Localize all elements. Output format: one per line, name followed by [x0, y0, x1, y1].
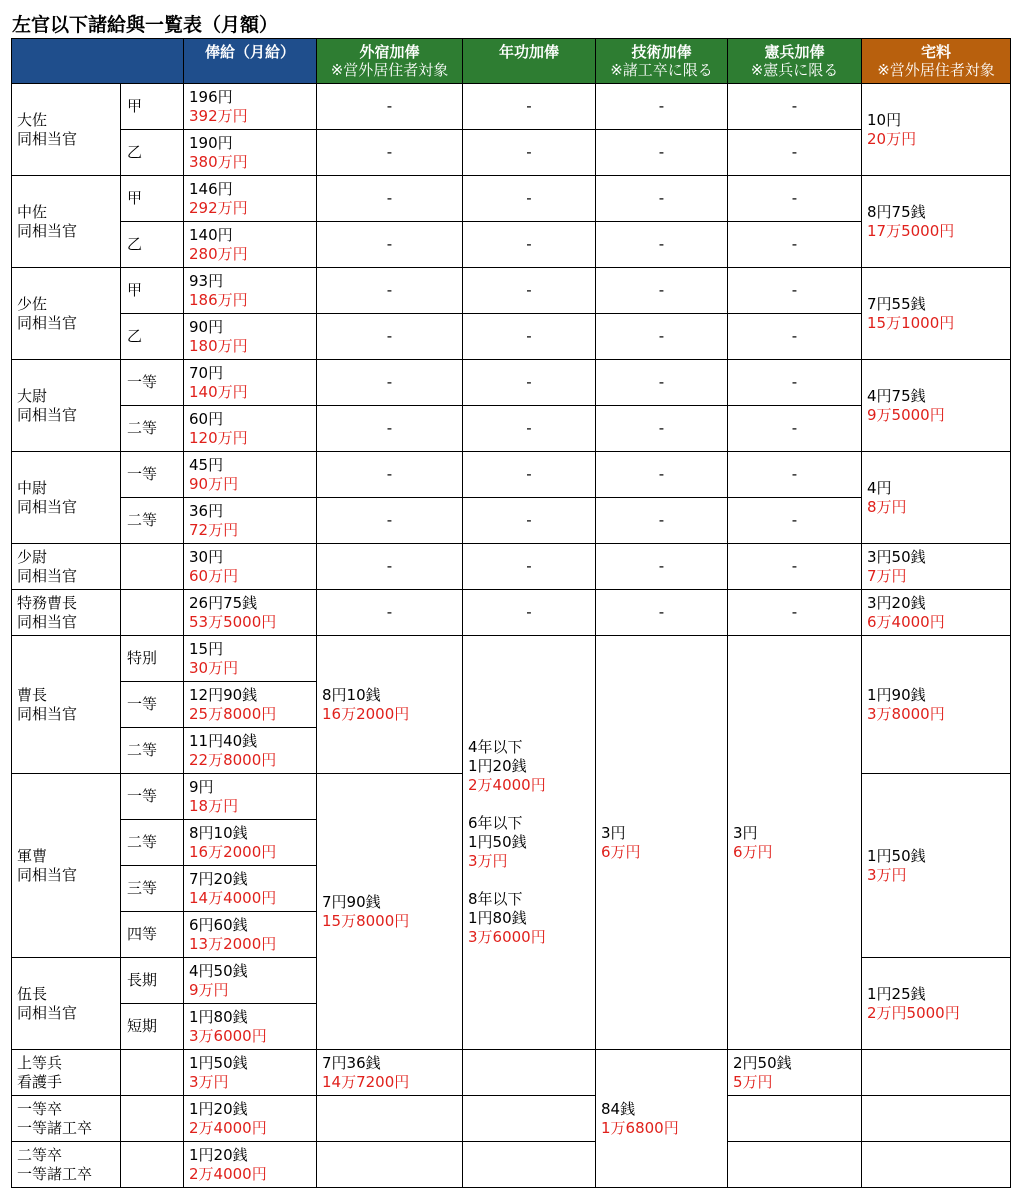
header-gijutsu: 技術加俸 ※諸工卒に限る	[596, 39, 728, 84]
pay-cell: 7円20銭 14万4000円	[184, 866, 317, 912]
subrank-empty	[121, 1050, 184, 1096]
table-row: 大佐 同相当官 甲 196円 392万円 - - - - 10円 20万円	[12, 84, 1011, 130]
rank-name: 中尉 同相当官	[12, 452, 121, 544]
table-row: 少佐 同相当官 甲 93円 186万円 - - - - 7円55銭 15万1000円	[12, 268, 1011, 314]
header-nenko: 年功加俸	[463, 39, 596, 84]
pay-cell: 93円 186万円	[184, 268, 317, 314]
table-row	[12, 1096, 1011, 1142]
pay-cell: 45円 90万円	[184, 452, 317, 498]
gaishuku-empty	[317, 1142, 463, 1188]
subrank: 一等	[121, 360, 184, 406]
rank-name: 特務曹長 同相当官	[12, 590, 121, 636]
subrank: 一等	[121, 452, 184, 498]
gaishuku-cell: 8円10銭 16万2000円	[317, 636, 463, 774]
housing-cell: 4円 8万円	[862, 452, 1011, 544]
subrank: 二等	[121, 728, 184, 774]
table-row: 乙 90円 180万円 - - - -	[12, 314, 1011, 360]
subrank: 甲	[121, 268, 184, 314]
subrank: 四等	[121, 912, 184, 958]
header-gaishuku: 外宿加俸 ※営外居住者対象	[317, 39, 463, 84]
kenpei-empty	[728, 1142, 862, 1188]
housing-cell: 1円50銭 3万円	[862, 774, 1011, 958]
rank-name: 大尉 同相当官	[12, 360, 121, 452]
header-takuryo: 宅料 ※営外居住者対象	[862, 39, 1011, 84]
nenko-empty	[463, 1050, 596, 1096]
housing-cell: 3円50銭 7万円	[862, 544, 1011, 590]
nenko-empty	[463, 1142, 596, 1188]
subrank-empty	[121, 1096, 184, 1142]
housing-cell: 7円55銭 15万1000円	[862, 268, 1011, 360]
subrank: 特別	[121, 636, 184, 682]
pay-cell: 90円 180万円	[184, 314, 317, 360]
pay-cell: 1円20銭 2万4000円	[184, 1096, 317, 1142]
rank-name: 軍曹 同相当官	[12, 774, 121, 958]
housing-empty	[862, 1050, 1011, 1096]
header-row	[12, 39, 1011, 84]
pay-cell: 15円 30万円	[184, 636, 317, 682]
pay-cell: 196円 392万円	[184, 84, 317, 130]
pay-cell: 12円90銭 25万8000円	[184, 682, 317, 728]
pay-cell: 9円 18万円	[184, 774, 317, 820]
subrank: 二等	[121, 406, 184, 452]
pay-cell: 8円10銭 16万2000円	[184, 820, 317, 866]
header-blank-cell	[12, 39, 184, 84]
subrank: 一等	[121, 682, 184, 728]
pay-cell: 1円50銭 3万円	[184, 1050, 317, 1096]
table-row: 少尉 同相当官 30円 60万円 - - - - 3円50銭 7万円	[12, 544, 1011, 590]
housing-cell: 8円75銭 17万5000円	[862, 176, 1011, 268]
gaishuku-cell: 7円36銭 14万7200円	[317, 1050, 463, 1096]
nenko-cell: 4年以下 1円20銭 2万4000円 6年以下 1円50銭 3万円 8年以下 1円80銭 3万6000円	[463, 636, 596, 1050]
subrank: 乙	[121, 222, 184, 268]
housing-empty	[862, 1142, 1011, 1188]
housing-cell: 4円75銭 9万5000円	[862, 360, 1011, 452]
rank-name: 上等兵 看護手	[12, 1050, 121, 1096]
housing-empty	[862, 1096, 1011, 1142]
subrank: 甲	[121, 176, 184, 222]
table-row	[12, 636, 1011, 682]
table-row: 二等 60円 120万円 - - - -	[12, 406, 1011, 452]
rank-name: 少尉 同相当官	[12, 544, 121, 590]
subrank-empty	[121, 590, 184, 636]
table-row: 二等 36円 72万円 - - - -	[12, 498, 1011, 544]
subrank: 乙	[121, 314, 184, 360]
pay-cell: 1円20銭 2万4000円	[184, 1142, 317, 1188]
rank-name: 一等卒 一等諸工卒	[12, 1096, 121, 1142]
pay-cell: 146円 292万円	[184, 176, 317, 222]
subrank: 一等	[121, 774, 184, 820]
gijutsu-cell: 3円 6万円	[596, 636, 728, 1050]
housing-cell: 1円25銭 2万円5000円	[862, 958, 1011, 1050]
pay-cell: 36円 72万円	[184, 498, 317, 544]
table-row: 中佐 同相当官 甲 146円 292万円 - - - - 8円75銭 17万5000円	[12, 176, 1011, 222]
gaishuku-cell: 7円90銭 15万8000円	[317, 774, 463, 1050]
rank-name: 大佐 同相当官	[12, 84, 121, 176]
salary-table	[11, 38, 1011, 1188]
subrank: 三等	[121, 866, 184, 912]
header-kenpei: 憲兵加俸 ※憲兵に限る	[728, 39, 862, 84]
housing-cell: 1円90銭 3万8000円	[862, 636, 1011, 774]
subrank-empty	[121, 544, 184, 590]
pay-cell: 140円 280万円	[184, 222, 317, 268]
subrank: 二等	[121, 820, 184, 866]
table-row: 乙 190円 380万円 - - - -	[12, 130, 1011, 176]
pay-cell: 26円75銭 53万5000円	[184, 590, 317, 636]
rank-name: 少佐 同相当官	[12, 268, 121, 360]
table-row: 乙 140円 280万円 - - - -	[12, 222, 1011, 268]
gijutsu-cell: 84銭 1万6800円	[596, 1050, 728, 1188]
subrank: 乙	[121, 130, 184, 176]
housing-cell: 3円20銭 6万4000円	[862, 590, 1011, 636]
pay-cell: 60円 120万円	[184, 406, 317, 452]
header-pay: 俸給（月給）	[184, 39, 317, 84]
subrank: 二等	[121, 498, 184, 544]
table-row	[12, 1142, 1011, 1188]
table-row: 特務曹長 同相当官 26円75銭 53万5000円 - - - - 3円20銭 6万4000円	[12, 590, 1011, 636]
housing-cell: 10円 20万円	[862, 84, 1011, 176]
table-row: 中尉 同相当官 一等 45円 90万円 - - - - 4円 8万円	[12, 452, 1011, 498]
subrank: 甲	[121, 84, 184, 130]
page-title: 左官以下諸給與一覧表（月額）	[12, 14, 279, 36]
rank-name: 曹長 同相当官	[12, 636, 121, 774]
subrank: 長期	[121, 958, 184, 1004]
pay-cell: 6円60銭 13万2000円	[184, 912, 317, 958]
subrank-empty	[121, 1142, 184, 1188]
subrank: 短期	[121, 1004, 184, 1050]
pay-cell: 4円50銭 9万円	[184, 958, 317, 1004]
rank-name: 伍長 同相当官	[12, 958, 121, 1050]
pay-cell: 30円 60万円	[184, 544, 317, 590]
kenpei-empty	[728, 1096, 862, 1142]
table-row	[12, 1050, 1011, 1096]
gaishuku-empty	[317, 1096, 463, 1142]
pay-cell: 11円40銭 22万8000円	[184, 728, 317, 774]
pay-cell: 190円 380万円	[184, 130, 317, 176]
nenko-empty	[463, 1096, 596, 1142]
kenpei-cell: 3円 6万円	[728, 636, 862, 1050]
pay-cell: 1円80銭 3万6000円	[184, 1004, 317, 1050]
pay-cell: 70円 140万円	[184, 360, 317, 406]
rank-name: 中佐 同相当官	[12, 176, 121, 268]
kenpei-cell: 2円50銭 5万円	[728, 1050, 862, 1096]
table-row: 大尉 同相当官 一等 70円 140万円 - - - - 4円75銭 9万5000円	[12, 360, 1011, 406]
rank-name: 二等卒 一等諸工卒	[12, 1142, 121, 1188]
